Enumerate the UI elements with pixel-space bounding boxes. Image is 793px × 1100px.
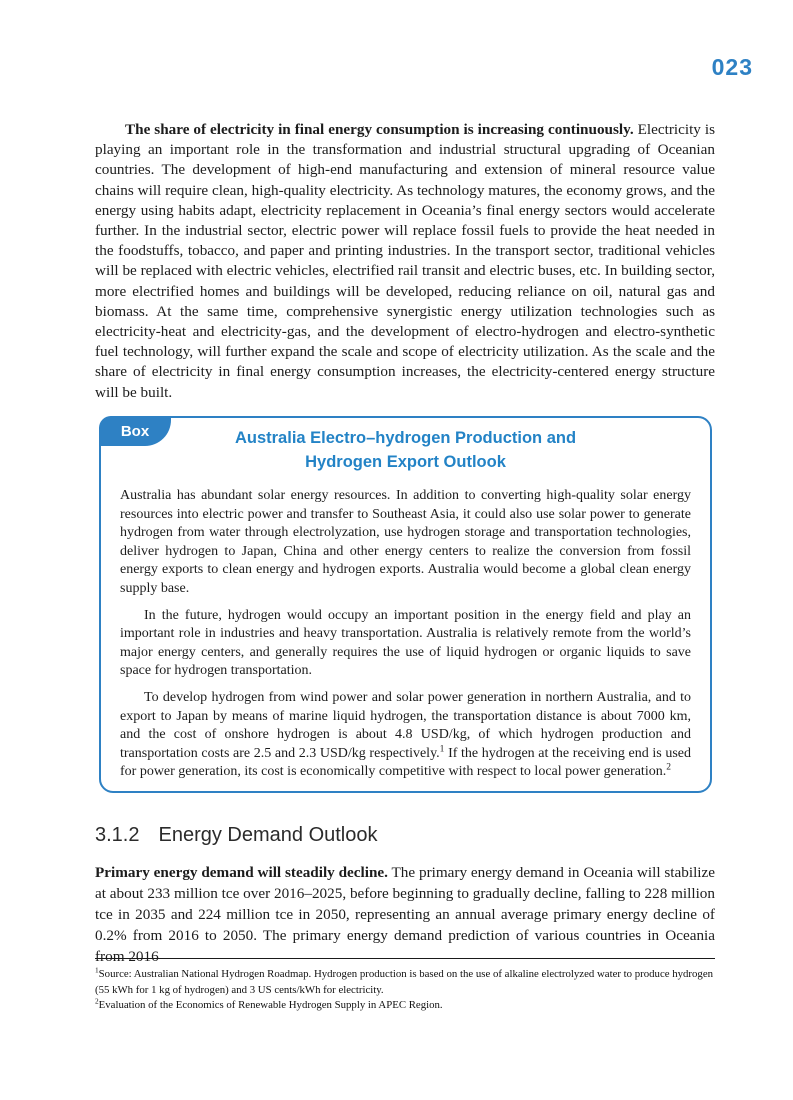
page-number: 023 xyxy=(711,54,753,80)
footnote-1-text: Source: Australian National Hydrogen Roadmap. Hydrogen production is based on the use of alkaline electrolyzed water to produce hydrogen (55 kWh for 1 kg of hydrogen) and 3 US cents/kWh for electricity. xyxy=(95,968,714,996)
footnote-2 xyxy=(95,998,715,1014)
box-paragraph-2: In the future, hydrogen would occupy an important position in the energy field and play an important role in industries and heavy transportation. Australia is relatively remote from the world’s major energy centers, and generally requires the use of liquid hydrogen or organic liquids to save space for hydrogen transportation. xyxy=(120,607,691,679)
section-heading xyxy=(95,824,378,847)
section-number: 3.1.2 xyxy=(95,824,140,846)
section-title: Energy Demand Outlook xyxy=(158,824,378,846)
box-title xyxy=(181,426,630,474)
box-callout xyxy=(99,416,712,793)
footnote-ref-1: 1 xyxy=(439,744,445,755)
box-title-line2: Hydrogen Export Outlook xyxy=(305,453,506,471)
box-paragraph-3-text-a: To develop hydrogen from wind power and solar power generation in northern Australia, and to export to Japan by means of marine liquid hydrogen, the transportation distance is about 7000 km, and the cost of onshore hydrogen is about 4.8 USD/kg, of which hydrogen production and transportation costs are 2.5 and 2.3 USD/kg respectively. xyxy=(120,689,691,761)
box-tab-label: Box xyxy=(99,416,171,446)
demand-body-text: The primary energy demand in Oceania will stabilize at about 233 million tce over 2016–2025, before beginning to gradually decline, falling to 228 million tce in 2035 and 224 million tce in 2050, representing an annual average primary energy decline of 0.2% from 2016 to 2050. The primary energy demand prediction of various countries in Oceania from 2016 xyxy=(95,864,716,965)
footnote-1 xyxy=(95,967,715,998)
box-paragraph-3-text-b: If the hydrogen at the receiving end is used for power generation, its cost is economically competitive with respect to local power generation. xyxy=(120,745,692,780)
box-body xyxy=(101,474,710,800)
footnote-ref-2: 2 xyxy=(666,762,671,773)
demand-paragraph xyxy=(95,862,715,967)
box-paragraph-1: Australia has abundant solar energy resources. In addition to converting high-quality solar energy resources into electric power and transfer to Southeast Asia, it could also use solar power to generate hydrogen from water through electrolyzation, use hydrogen storage and transportation technologies, deliver hydrogen to Japan, China and other energy centers to realize the conversion from fossil energy exports to clean energy and hydrogen exports. Australia would become a global clean energy supply base. xyxy=(120,488,691,596)
box-title-line1: Australia Electro–hydrogen Production and xyxy=(234,429,577,447)
demand-lead-sentence: Primary energy demand will steadily decline. xyxy=(95,864,388,881)
box-paragraph-3 xyxy=(120,689,691,782)
footnote-2-marker: 2 xyxy=(95,996,99,1006)
footnote-2-text: Evaluation of the Economics of Renewable Hydrogen Supply in APEC Region. xyxy=(98,999,443,1011)
footnotes-block xyxy=(95,958,715,1014)
intro-body-text: Electricity is playing an important role in the transformation and industrial structural upgrading of Oceanian countries. The development of high-end manufacturing and extension of mineral resource value chains will require clean, high-quality electricity. As technology matures, the economy grows, and the energy using habits adapt, electricity replacement in Oceania’s final energy sectors would accelerate further. In the industrial sector, electric power will replace fossil fuels to provide the heat needed in the foodstuffs, tobacco, and paper and printing industries. In the transport sector, traditional vehicles will be replaced with electric vehicles, electrified rail transit and electric buses, etc. In building sector, more electrified homes and buildings will be developed, reducing reliance on oil, natural gas and biomass. At the same time, comprehensive synergistic energy utilization technologies such as electricity-heat and electricity-gas, and the development of electro-hydrogen and electro-synthetic fuel technology, will further expand the scale and scope of electricity utilization. As the scale and the share of electricity in final energy consumption increases, the electricity-centered energy structure will be built. xyxy=(95,121,715,401)
intro-lead-sentence: The share of electricity in final energy consumption is increasing continuously. xyxy=(125,121,634,138)
intro-paragraph xyxy=(95,120,715,403)
footnote-1-marker: 1 xyxy=(95,965,99,975)
